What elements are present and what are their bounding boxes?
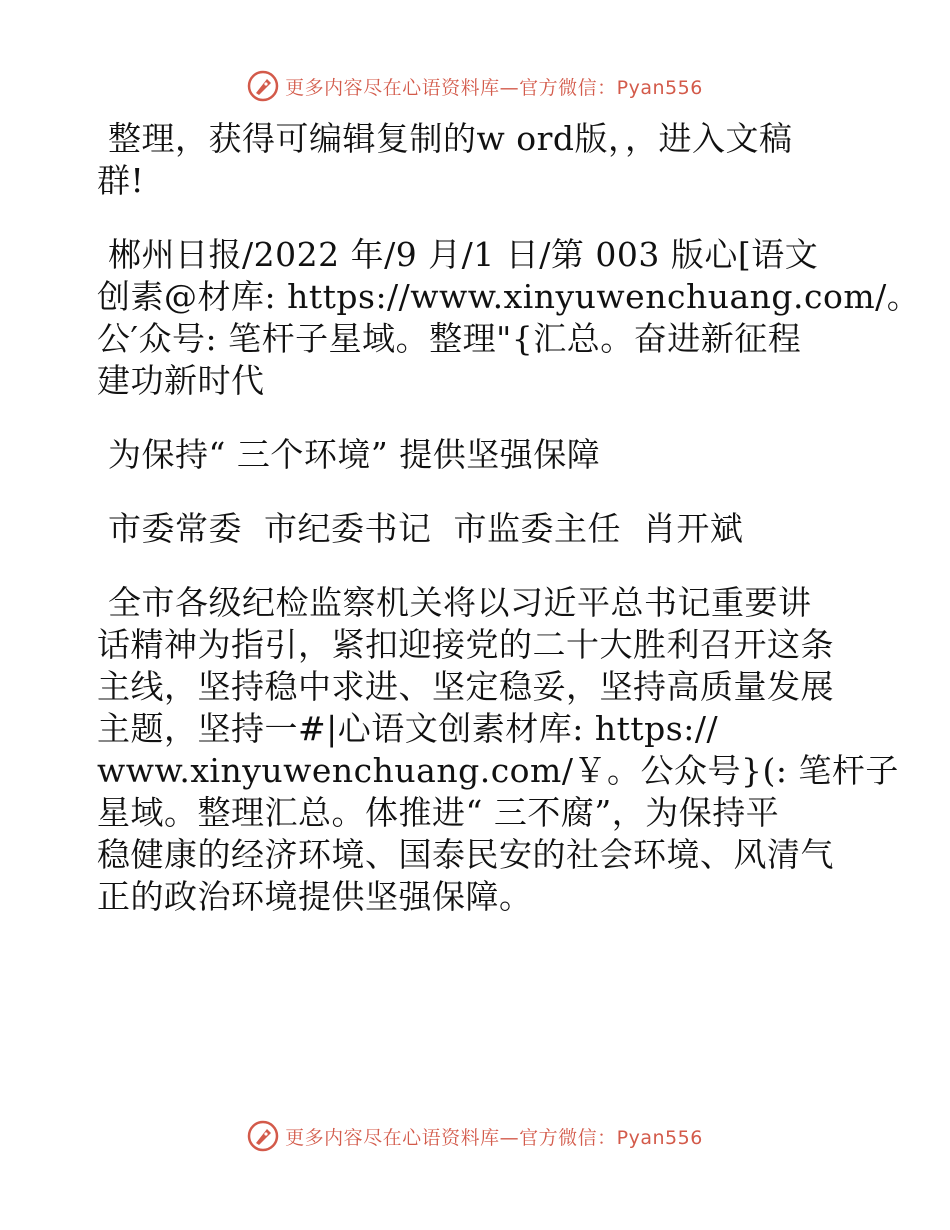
header-banner	[0, 70, 950, 102]
text-line: 市委常委 市纪委书记 市监委主任 肖开斌	[97, 509, 744, 548]
document-body	[97, 118, 921, 918]
paragraph-body	[97, 582, 899, 918]
text-line: 建功新时代	[97, 361, 265, 400]
article-title	[97, 434, 857, 476]
paragraph-intro	[97, 118, 857, 202]
article-author	[97, 508, 857, 550]
text-line: 正的政治环境提供坚强保障。	[97, 877, 533, 916]
text-line: 为保持“ 三个环境” 提供坚强保障	[97, 435, 601, 474]
text-line: 稳健康的经济环境、国泰民安的社会环境、风清气	[97, 835, 834, 874]
pen-nib-logo-icon	[247, 70, 279, 102]
text-line: 创素@材库: https://www.xinyuwenchuang.com/。	[97, 277, 921, 316]
footer-banner-text: 更多内容尽在心语资料库—官方微信：Pyan556	[285, 1126, 703, 1149]
text-line: 公′众号: 笔杆子星域。整理"{汇总。奋进新征程	[97, 319, 802, 358]
text-line: 星域。整理汇总。体推进“ 三不腐”，为保持平	[97, 793, 780, 832]
text-line: 话精神为指引，紧扣迎接党的二十大胜利召开这条	[97, 625, 834, 664]
paragraph-source	[97, 234, 921, 402]
text-line: 全市各级纪检监察机关将以习近平总书记重要讲	[97, 583, 812, 622]
footer-banner	[0, 1120, 950, 1152]
pen-nib-logo-icon	[247, 1120, 279, 1152]
text-line: 郴州日报/2022 年/9 月/1 日/第 003 版心[语文	[97, 235, 819, 274]
text-line: 主题，坚持一#|心语文创素材库: https://	[97, 709, 719, 748]
text-line: www.xinyuwenchuang.com/￥。公众号}(: 笔杆子	[97, 751, 899, 790]
header-banner-text: 更多内容尽在心语资料库—官方微信：Pyan556	[285, 76, 703, 99]
text-line: 主线，坚持稳中求进、坚定稳妥，坚持高质量发展	[97, 667, 834, 706]
text-line: 群!	[97, 161, 145, 200]
text-line: 整理，获得可编辑复制的w ord版，，进入文稿	[97, 119, 793, 158]
